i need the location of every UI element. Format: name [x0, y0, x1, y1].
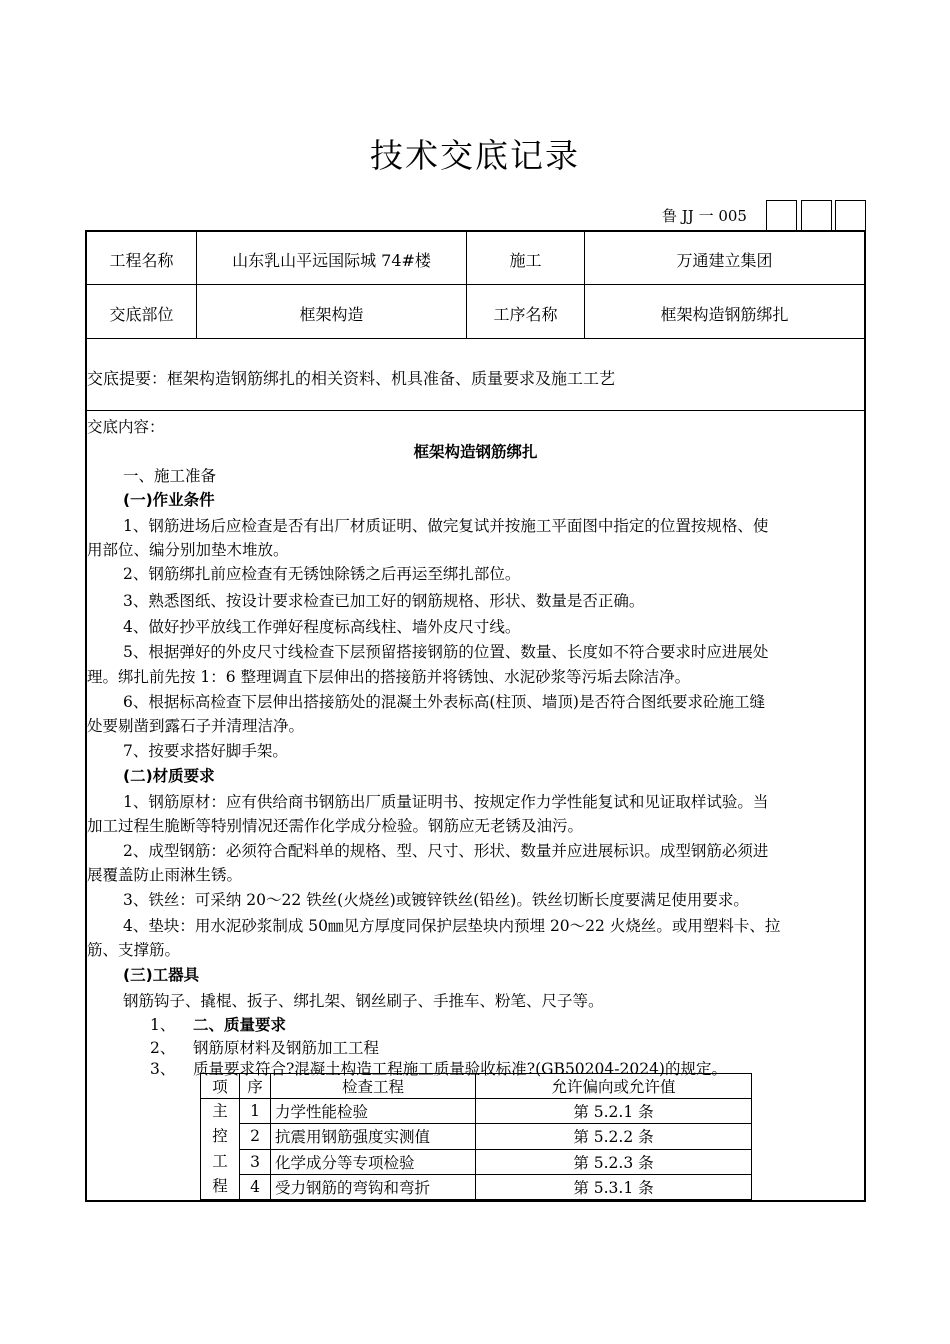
table-cell-no: 4 — [240, 1174, 271, 1199]
row-divider-2 — [87, 338, 864, 339]
section-heading: (一)作业条件 — [123, 491, 215, 509]
table-cell-item: 力学性能检验 — [271, 1099, 476, 1124]
table-cell-item: 抗震用钢筋强度实测值 — [271, 1124, 476, 1149]
content-line: 展覆盖防止雨淋生锈。 — [87, 866, 243, 884]
document-code: 鲁 JJ 一 005 — [662, 207, 747, 225]
summary-text: 交底提要：框架构造钢筋绑扎的相关资料、机具准备、质量要求及施工工艺 — [87, 369, 616, 388]
table-cell-no: 1 — [240, 1099, 271, 1124]
document-code-row — [600, 200, 866, 230]
section-heading: (三)工器具 — [123, 966, 200, 984]
content-line: 3、铁丝：可采纳 20～22 铁丝(火烧丝)或镀锌铁丝(铅丝)。铁丝切断长度要满足使用要求。 — [123, 891, 749, 909]
content-line: 筋、支撑筋。 — [87, 941, 181, 959]
row-divider-3 — [87, 410, 864, 411]
table-cell-value: 第 5.2.1 条 — [476, 1099, 752, 1124]
table-row — [201, 1149, 752, 1174]
process-value: 框架构造钢筋绑扎 — [660, 305, 789, 324]
list-number: 2、 — [150, 1039, 176, 1057]
content-line: 3、熟悉图纸、按设计要求检查已加工好的钢筋规格、形状、数量是否正确。 — [123, 592, 645, 610]
construction-value: 万通建立集团 — [676, 251, 773, 270]
content-line: 2、钢筋绑扎前应检查有无锈蚀除锈之后再运至绑扎部位。 — [123, 565, 521, 583]
code-box-2 — [801, 200, 832, 231]
section-heading: (二)材质要求 — [123, 767, 215, 785]
content-line: 1、钢筋进场后应检查是否有出厂材质证明、做完复试并按施工平面图中指定的位置按规格、使 — [123, 517, 769, 535]
table-row — [201, 1099, 752, 1124]
content-line: 一、施工准备 — [123, 467, 217, 485]
section-heading: 二、质量要求 — [193, 1016, 287, 1034]
construction-label: 施工 — [509, 251, 542, 270]
table-header-row — [201, 1074, 752, 1099]
project-name-label: 工程名称 — [109, 251, 174, 270]
table-row — [201, 1174, 752, 1199]
document-title: 技术交底记录 — [370, 136, 580, 175]
list-number: 3、 — [150, 1060, 176, 1078]
code-box-1 — [766, 200, 797, 231]
content-line: 用部位、编分别加垫木堆放。 — [87, 541, 289, 559]
table-row — [201, 1124, 752, 1149]
table-cell-value: 第 5.3.1 条 — [476, 1174, 752, 1199]
table-cell-value: 第 5.2.3 条 — [476, 1149, 752, 1174]
content-line: 7、按要求搭好脚手架。 — [123, 742, 288, 760]
row-divider-1 — [87, 284, 864, 285]
content-line: 4、垫块：用水泥砂浆制成 50㎜见方厚度同保护层垫块内预埋 20～22 火烧丝。或用塑料卡、拉 — [123, 917, 781, 935]
table-cell-item: 受力钢筋的弯钩和弯折 — [271, 1174, 476, 1199]
content-heading: 框架构造钢筋绑扎 — [413, 443, 538, 461]
list-text: 质量要求符合?混凝土构造工程施工质量验收标准?(GB50204-2024)的规定。 — [193, 1060, 727, 1078]
content-line: 理。绑扎前先按 1：6 整理调直下层伸出的搭接筋并将锈蚀、水泥砂浆等污垢去除洁净。 — [87, 668, 691, 686]
table-header: 项 — [201, 1074, 240, 1099]
content-line: 6、根据标高检查下层伸出搭接筋处的混凝土外表标高(柱顶、墙顶)是否符合图纸要求砼施工缝 — [123, 693, 765, 711]
code-box-3 — [835, 200, 866, 231]
list-number: 1、 — [150, 1016, 176, 1034]
table-group-cell: 主 控 工 程 — [201, 1099, 240, 1200]
part-label: 交底部位 — [109, 305, 174, 324]
part-value: 框架构造 — [299, 305, 364, 324]
record-form — [85, 230, 866, 1202]
table-cell-no: 3 — [240, 1149, 271, 1174]
content-label: 交底内容： — [87, 418, 165, 436]
table-header: 检查工程 — [271, 1074, 476, 1099]
content-line: 5、根据弹好的外皮尺寸线检查下层预留搭接钢筋的位置、数量、长度如不符合要求时应进展处 — [123, 643, 769, 661]
content-line: 4、做好抄平放线工作弹好程度标高线柱、墙外皮尺寸线。 — [123, 618, 521, 636]
content-line: 处要剔凿到露石子并清理洁净。 — [87, 717, 305, 735]
content-line: 加工过程生脆断等特别情况还需作化学成分检验。钢筋应无老锈及油污。 — [87, 817, 584, 835]
content-line: 2、成型钢筋：必须符合配料单的规格、型、尺寸、形状、数量并应进展标识。成型钢筋必须进 — [123, 842, 769, 860]
process-label: 工序名称 — [493, 305, 558, 324]
table-cell-no: 2 — [240, 1124, 271, 1149]
content-line: 1、钢筋原材：应有供给商书钢筋出厂质量证明书、按规定作力学性能复试和见证取样试验。当 — [123, 793, 769, 811]
table-cell-value: 第 5.2.2 条 — [476, 1124, 752, 1149]
table-cell-item: 化学成分等专项检验 — [271, 1149, 476, 1174]
project-name-value: 山东乳山平远国际城 74#楼 — [232, 251, 431, 270]
table-header: 序 — [240, 1074, 271, 1099]
content-line: 钢筋钩子、撬棍、扳子、绑扎架、钢丝刷子、手推车、粉笔、尺子等。 — [123, 992, 604, 1010]
quality-table — [200, 1073, 752, 1200]
list-text: 钢筋原材料及钢筋加工工程 — [193, 1039, 380, 1057]
table-header: 允许偏向或允许值 — [476, 1074, 752, 1099]
